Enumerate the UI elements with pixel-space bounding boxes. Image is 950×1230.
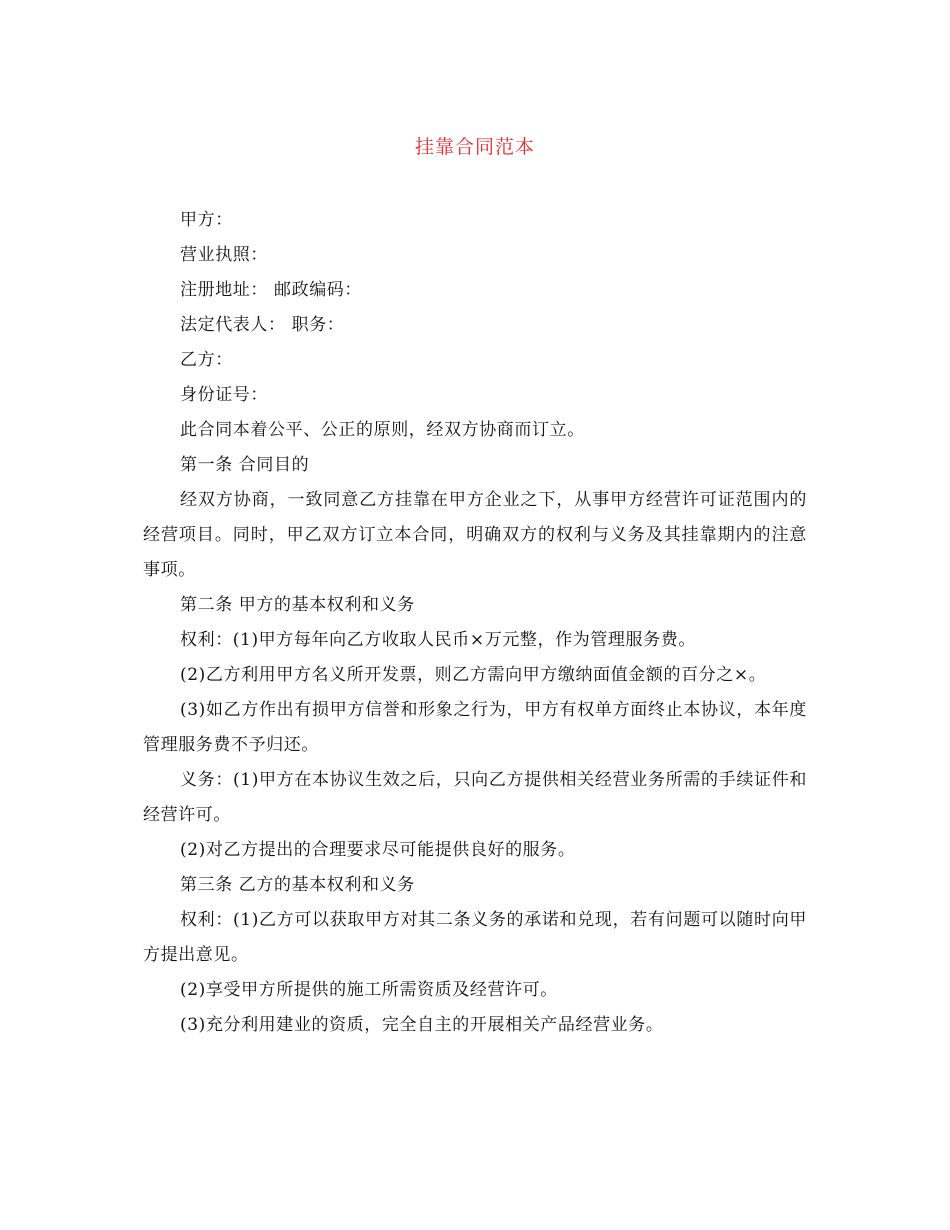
legal-representative-field: 法定代表人： 职务： — [180, 315, 345, 335]
article-3-heading: 第三条 乙方的基本权利和义务 — [180, 875, 415, 895]
article-2-heading: 第二条 甲方的基本权利和义务 — [180, 595, 415, 615]
business-license-field: 营业执照： — [180, 245, 268, 265]
article-2-duty-1: 义务：(1)甲方在本协议生效之后，只向乙方提供相关经营业务所需的手续证件和经营许可。 — [143, 770, 807, 825]
article-3-right-1: 权利：(1)乙方可以获取甲方对其二条义务的承诺和兑现，若有问题可以随时向甲方提出意见。 — [143, 910, 807, 965]
document-title: 挂靠合同范本 — [414, 136, 535, 158]
article-3-right-2: (2)享受甲方所提供的施工所需资质及经营许可。 — [180, 980, 558, 1000]
document-body — [143, 203, 807, 1043]
article-2-right-2: (2)乙方利用甲方名义所开发票，则乙方需向甲方缴纳面值金额的百分之×。 — [180, 665, 767, 685]
party-b-field: 乙方： — [180, 350, 233, 370]
article-3-right-3: (3)充分利用建业的资质，完全自主的开展相关产品经营业务。 — [180, 1015, 664, 1035]
article-1-text: 经双方协商，一致同意乙方挂靠在甲方企业之下，从事甲方经营许可证范围内的经营项目。同时，甲乙双方订立本合同，明确双方的权利与义务及其挂靠期内的注意事项。 — [143, 490, 807, 580]
registered-address-field: 注册地址： 邮政编码： — [180, 280, 363, 300]
intro-paragraph: 此合同本着公平、公正的原则，经双方协商而订立。 — [180, 420, 585, 440]
article-2-right-1: 权利：(1)甲方每年向乙方收取人民币×万元整，作为管理服务费。 — [180, 630, 696, 650]
article-2-right-3: (3)如乙方作出有损甲方信誉和形象之行为，甲方有权单方面终止本协议，本年度管理服务费不予归还。 — [143, 700, 807, 755]
article-2-duty-2: (2)对乙方提出的合理要求尽可能提供良好的服务。 — [180, 840, 576, 860]
article-1-heading: 第一条 合同目的 — [180, 455, 310, 475]
id-number-field: 身份证号： — [180, 385, 268, 405]
party-a-field: 甲方： — [180, 210, 233, 230]
